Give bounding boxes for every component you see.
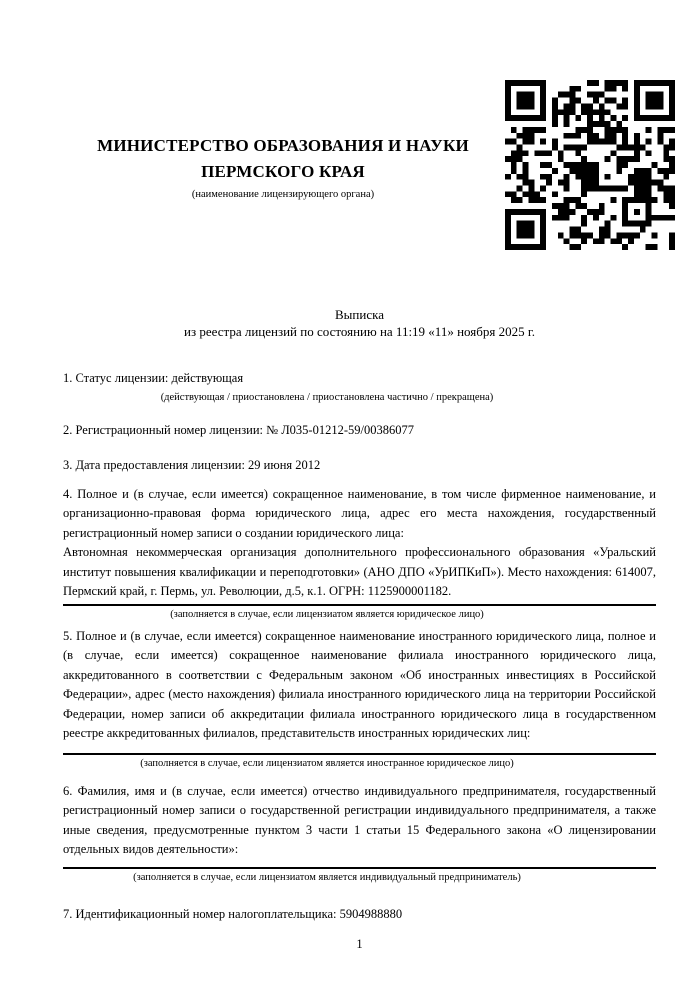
entrepreneur-field-rule (63, 867, 656, 869)
grant-date-line: 3. Дата предоставления лицензии: 29 июня 2012 (63, 458, 321, 472)
document-title-line2: из реестра лицензий по состоянию на 11:19 «11» ноября 2025 г. (184, 324, 535, 339)
foreign-entity-paragraph: 5. Полное и (в случае, если имеется) сокращенное наименование иностранного юридического лица, полное и (в случае, если имеется) сокращенное наименование филиала иностранного юридического лица, аккредитованного в соответствии с Федеральным законом «Об иностранных инвестициях в Российской Федерации», адрес (место нахождения) филиала иностранного юридического лица на территории Российской Федерации, номер записи об аккредитации филиала иностранного юридического лица в государственном реестре аккредитованных филиалов, представительств иностранных юридических лиц: (63, 628, 656, 740)
ministry-name-line2: ПЕРМСКОГО КРАЯ (201, 162, 365, 181)
taxpayer-number-line: 7. Идентификационный номер налогоплательщика: 5904988880 (63, 906, 403, 921)
foreign-entity-caption: (заполняется в случае, если лицензиатом является иностранное юридическое лицо) (140, 757, 514, 769)
entrepreneur-paragraph: 6. Фамилия, имя и (в случае, если имеется) отчество индивидуального предпринимателя, государственный регистрационный номер записи о государственной регистрации индивидуального предпринимателя, а также иные сведения, предусмотренные пунктом 3 части 1 статьи 15 Федерального закона «О лицензировании отдельных видов деятельности»: (63, 783, 656, 856)
license-status-caption: (действующая / приостановлена / приостановлена частично / прекращена) (160, 391, 494, 403)
ministry-name-line1: МИНИСТЕРСТВО ОБРАЗОВАНИЯ И НАУКИ (97, 136, 469, 155)
document-title (63, 306, 656, 340)
legal-entity-caption: (заполняется в случае, если лицензиатом является юридическое лицо) (170, 608, 484, 620)
ministry-caption: (наименование лицензирующего органа) (191, 189, 375, 200)
document-title-line1: Выписка (335, 307, 384, 322)
ministry-name (63, 133, 503, 185)
foreign-entity-field-rule (63, 753, 656, 755)
page-number: 1 (356, 937, 363, 951)
entrepreneur-caption: (заполняется в случае, если лицензиатом является индивидуальный предприниматель) (133, 871, 521, 883)
registration-number-line: 2. Регистрационный номер лицензии: № Л035-01212-59/00386077 (63, 422, 414, 437)
legal-entity-value: Автономная некоммерческая организация дополнительного профессионального образования «Уральский институт повышения квалификации и переподготовки» (АНО ДПО «УрИПКиП»). Место нахождения: 614007, Пермский край, г. Пермь, ул. Революции, д.5, к.1. ОГРН: 1125900001182. (63, 545, 656, 598)
license-status-line: 1. Статус лицензии: действующая (63, 371, 244, 385)
document-header (63, 133, 503, 201)
document-content (63, 0, 656, 952)
legal-entity-paragraph (63, 485, 656, 544)
legal-entity-label: 4. Полное и (в случае, если имеется) сокращенное наименование, в том числе фирменное наименование, и организационно-правовая форма юридического лица, адрес его места нахождения, государственный регистрационный номер записи о создании юридического лица: (63, 486, 656, 540)
legal-entity-field-rule (63, 604, 656, 606)
